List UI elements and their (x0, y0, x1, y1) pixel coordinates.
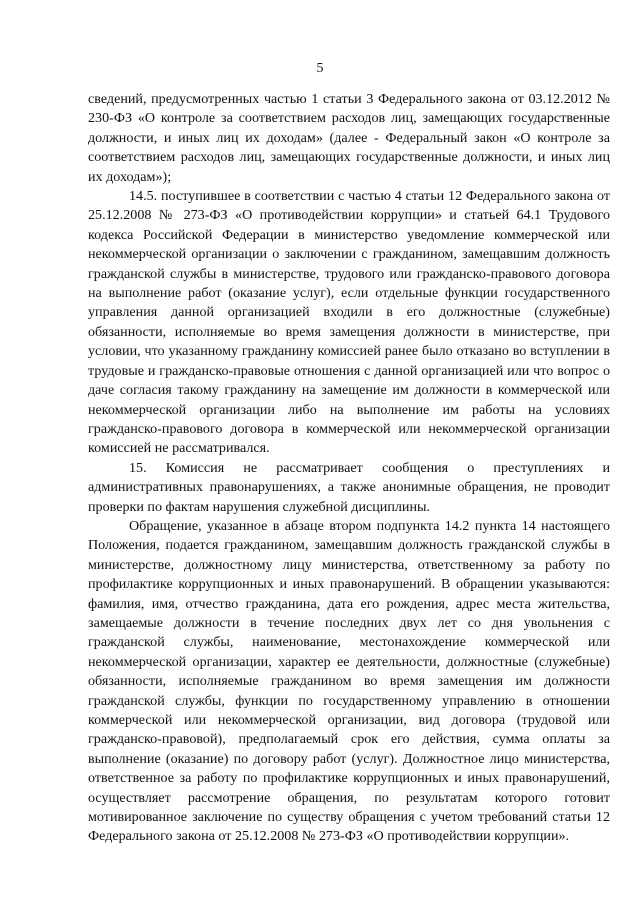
page-number: 5 (316, 61, 324, 76)
paragraph-14-5: 14.5. поступившее в соответствии с частью 4 статьи 12 Федерального закона от 25.12.2008 № 273-ФЗ «О противодействии коррупции» и статьей 64.1 Трудового кодекса Российской Федерации в министерство уведомление коммерческой или некоммерческой организации о заключении с гражданином, замещавшим должность гражданской службы в министерстве, трудового или гражданско-правового договора на выполнение работ (оказание услуг), если отдельные функции государственного управления данной организацией входили в его должностные (служебные) обязанности, исполняемые во время замещения должности в министерстве, при условии, что указанному гражданину комиссией ранее было отказано во вступлении в трудовые и гражданско-правовые отношения с данной организацией или что вопрос о даче согласия такому гражданину на замещение им должности в коммерческой или некоммерческой организации либо на выполнение им работы на условиях гражданско-правового договора в коммерческой или некоммерческой организации комиссией не рассматривался. (88, 188, 610, 457)
paragraph-appeal: Обращение, указанное в абзаце втором подпункта 14.2 пункта 14 настоящего Положения, подается гражданином, замещавшим должность гражданской службы в министерстве, должностному лицу министерства, ответственному за работу по профилактике коррупционных и иных правонарушений. В обращении указываются: фамилия, имя, отчество гражданина, дата его рождения, адрес места жительства, замещаемые должности в течение последних двух лет со дня увольнения с гражданской службы, наименование, местонахождение коммерческой или некоммерческой организации, характер ее деятельности, должностные (служебные) обязанности, исполняемые гражданином во время замещения им должности гражданской службы, функции по государственному управлению в отношении коммерческой или некоммерческой организации, вид договора (трудовой или гражданско-правовой), предполагаемый срок его действия, сумма оплаты за выполнение (оказание) по договору работ (услуг). Должностное лицо министерства, ответственное за работу по профилактике коррупционных и иных правонарушений, осуществляет рассмотрение обращения, по результатам которого готовит мотивированное заключение по существу обращения с учетом требований статьи 12 Федерального закона от 25.12.2008 № 273-ФЗ «О противодействии коррупции». (88, 517, 610, 845)
paragraph-continuation: сведений, предусмотренных частью 1 статьи 3 Федерального закона от 03.12.2012 № 230-ФЗ «О контроле за соответствием расходов лиц, замещающих государственные должности, и иных лиц их доходам» (далее - Федеральный закон «О контроле за соответствием расходов лиц, замещающих государственные должности, и иных лиц их доходам»); (88, 91, 610, 185)
paragraph-15: 15. Комиссия не рассматривает сообщения о преступлениях и административных правонарушениях, а также анонимные обращения, не проводит проверки по фактам нарушения служебной дисциплины. (88, 459, 610, 515)
document-body (88, 90, 610, 847)
